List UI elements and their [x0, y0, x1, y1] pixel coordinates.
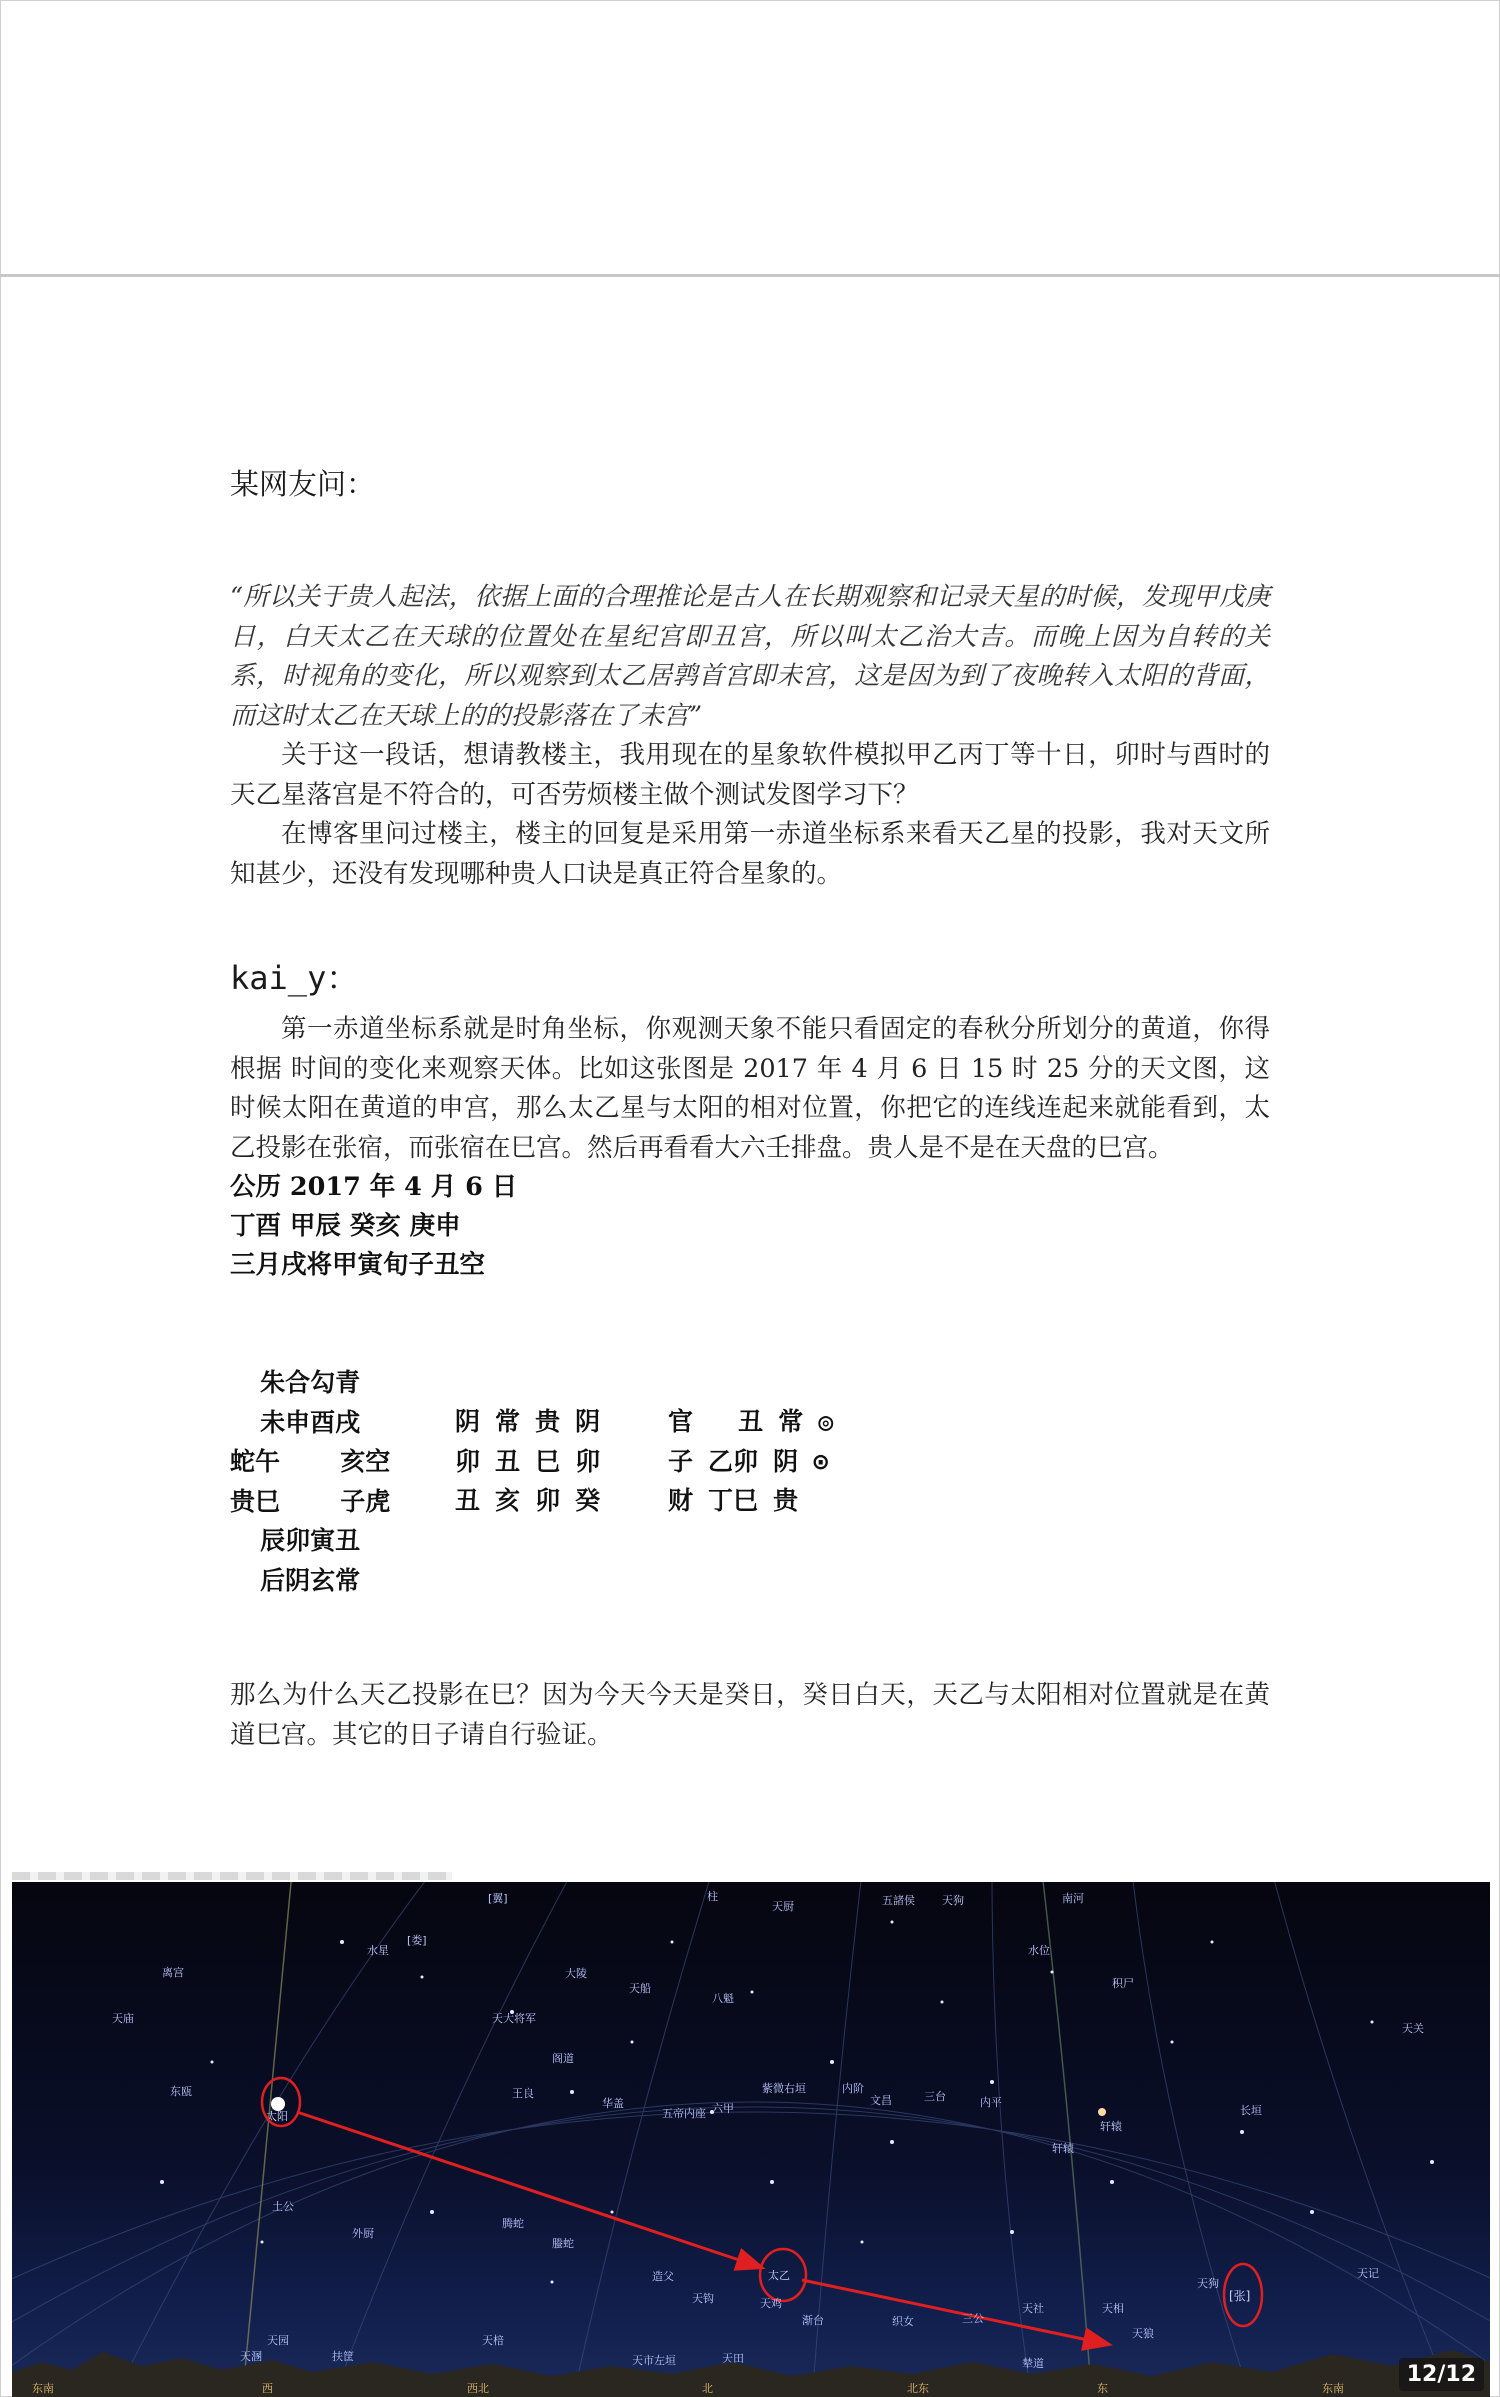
svg-text:阁道: 阁道 — [552, 2052, 574, 2065]
answer-heading: kai_y： — [230, 959, 359, 997]
svg-text:西: 西 — [262, 2382, 273, 2395]
svg-text:东南: 东南 — [32, 2382, 54, 2395]
svg-text:轩辕: 轩辕 — [1100, 2120, 1122, 2133]
svg-text:天园: 天园 — [267, 2334, 289, 2347]
coordinate-grid — [12, 1882, 1490, 2397]
svg-text:扶筐: 扶筐 — [332, 2350, 354, 2363]
svg-text:内阶: 内阶 — [842, 2082, 864, 2095]
svg-text:五帝内座: 五帝内座 — [662, 2107, 706, 2120]
page-indicator: 12/12 — [1399, 2358, 1484, 2391]
svg-text:天狼: 天狼 — [1132, 2327, 1154, 2340]
svg-text:北东: 北东 — [907, 2382, 929, 2395]
sky-plate-row: 朱合勾青 — [230, 1368, 361, 1397]
sky-plate-row: 未申酉戌 — [230, 1407, 361, 1437]
transmission-row: 官 丑 常 ◎ — [668, 1407, 834, 1436]
svg-text:土公: 土公 — [272, 2200, 294, 2213]
sky-plate-row: 辰卯寅丑 — [230, 1526, 361, 1555]
constellation-labels — [112, 1889, 1424, 2370]
svg-text:东: 东 — [1097, 2382, 1108, 2395]
svg-text:王良: 王良 — [512, 2087, 534, 2100]
svg-text:天社: 天社 — [1022, 2302, 1044, 2315]
transmission-row: 财 丁巳 贵 — [668, 1486, 799, 1515]
sky-plate-row: 蛇午 亥空 — [230, 1447, 391, 1476]
svg-text:腾蛇: 腾蛇 — [502, 2217, 524, 2230]
svg-text:五諸侯: 五諸侯 — [882, 1894, 915, 1907]
sky-plate-row: 后阴玄常 — [230, 1565, 361, 1595]
svg-text:天鸡: 天鸡 — [760, 2297, 782, 2310]
svg-text:八魁: 八魁 — [712, 1992, 734, 2005]
page-divider — [0, 274, 1500, 277]
month-general-line: 三月戌将甲寅旬子丑空 — [230, 1250, 486, 1280]
svg-text:东瓯: 东瓯 — [170, 2085, 192, 2098]
svg-text:天相: 天相 — [1102, 2302, 1124, 2315]
svg-text:辇道: 辇道 — [1022, 2357, 1044, 2370]
lesson-row: 阴 常 贵 阴 — [455, 1407, 601, 1436]
transmission-row: 子 乙卯 阴 ⊙ — [668, 1446, 829, 1476]
question-paragraph-2: 在博客里问过楼主，楼主的回复是采用第一赤道坐标系来看天乙星的投影，我对天文所知甚少，还没有发现哪种贵人口诀是真正符合星象的。 — [230, 819, 1270, 889]
svg-text:天庙: 天庙 — [112, 2012, 134, 2025]
svg-text:[娄]: [娄] — [407, 1934, 427, 1947]
svg-text:天溷: 天溷 — [240, 2350, 262, 2363]
taiyi-to-projection-arrow — [802, 2280, 1107, 2344]
svg-text:东南: 东南 — [1322, 2382, 1344, 2395]
svg-text:西北: 西北 — [467, 2382, 489, 2395]
svg-text:天狗: 天狗 — [1197, 2277, 1219, 2290]
svg-text:大陵: 大陵 — [565, 1967, 587, 1980]
star-map-image — [12, 1882, 1490, 2397]
svg-text:天田: 天田 — [722, 2352, 744, 2365]
svg-text:天棓: 天棓 — [482, 2334, 504, 2347]
svg-text:文昌: 文昌 — [870, 2094, 892, 2107]
svg-text:天狗: 天狗 — [942, 1894, 964, 1907]
question-paragraph-1: 关于这一段话，想请教楼主，我用现在的星象软件模拟甲乙丙丁等十日，卯时与酉时的天乙星落宫是不符合的，可否劳烦楼主做个测试发图学习下？ — [230, 740, 1270, 810]
toolbar-strip — [12, 1872, 452, 1880]
sky-plate-row: 贵巳 子虎 — [230, 1486, 391, 1516]
horizon-silhouette — [12, 2350, 1490, 2397]
svg-text:天钩: 天钩 — [692, 2292, 714, 2305]
svg-text:天记: 天记 — [1357, 2267, 1379, 2280]
question-heading: 某网友问： — [230, 467, 376, 501]
svg-text:北: 北 — [702, 2382, 713, 2395]
svg-text:三台: 三台 — [924, 2090, 946, 2103]
equator-line — [1042, 1882, 1092, 2397]
svg-text:积尸: 积尸 — [1112, 1977, 1134, 1990]
svg-text:天关: 天关 — [1402, 2022, 1424, 2035]
svg-text:内平: 内平 — [980, 2096, 1002, 2109]
svg-text:织女: 织女 — [892, 2315, 914, 2328]
svg-text:紫微右垣: 紫微右垣 — [762, 2082, 806, 2095]
sun-to-taiyi-arrow — [297, 2112, 760, 2267]
svg-text:天市左垣: 天市左垣 — [632, 2354, 676, 2367]
zhang-label: [张] — [1229, 2289, 1251, 2303]
svg-text:天船: 天船 — [629, 1982, 651, 1995]
svg-text:渐台: 渐台 — [802, 2314, 824, 2327]
taiyi-label: 太乙 — [768, 2269, 790, 2282]
answer-paragraph: 第一赤道坐标系就是时角坐标，你观测天象不能只看固定的春秋分所划分的黄道，你得根据 时间的变化来观察天体。比如这张图是 2017 年 4 月 6 日 15 时 25 分的天文图，这时候太阳在黄道的申宫，那么太乙星与太阳的相对位置，你把它的连线连起来就能看到，太乙投影在张宿，而张宿在巳宫。然后再看看大六壬排盘。贵人是不是在天盘的巳宫。 — [230, 1014, 1270, 1163]
ecliptic-line — [242, 1882, 292, 2397]
svg-text:水位: 水位 — [1028, 1944, 1050, 1957]
svg-text:六甲: 六甲 — [712, 2102, 734, 2115]
svg-text:天厨: 天厨 — [772, 1900, 794, 1913]
svg-text:华盖: 华盖 — [602, 2097, 624, 2110]
svg-text:造父: 造父 — [652, 2270, 674, 2283]
quoted-passage: “所以关于贵人起法，依据上面的合理推论是古人在长期观察和记录天星的时候，发现甲戊庚日，白天太乙在天球的位置处在星纪宫即丑宫，所以叫太乙治大吉。而晚上因为自转的关系，时视角的变化，所以观察到太乙居鹑首宫即未宫，这是因为到了夜晚转入太阳的背面，而这时太乙在天球上的的投影落在了未宫” — [230, 582, 1270, 731]
three-transmissions — [668, 1402, 833, 1521]
svg-text:轩辕: 轩辕 — [1052, 2142, 1074, 2155]
svg-text:螣蛇: 螣蛇 — [552, 2237, 574, 2250]
svg-text:离宫: 离宫 — [162, 1966, 184, 1979]
sun-marker — [271, 2097, 285, 2111]
svg-text:长垣: 长垣 — [1240, 2104, 1262, 2117]
svg-text:三公: 三公 — [962, 2312, 984, 2325]
svg-text:水星: 水星 — [367, 1944, 389, 1957]
ganzhi-line: 丁酉 甲辰 癸亥 庚申 — [230, 1211, 461, 1241]
sun-label: 太阳 — [266, 2110, 288, 2123]
star-map-svg — [12, 1882, 1490, 2397]
svg-text:南河: 南河 — [1062, 1892, 1084, 1905]
sky-plate — [230, 1363, 390, 1600]
date-line: 公历 2017 年 4 月 6 日 — [230, 1172, 518, 1202]
lesson-row: 卯 丑 巳 卯 — [455, 1446, 601, 1476]
four-lessons — [455, 1402, 600, 1521]
svg-text:外厨: 外厨 — [352, 2227, 374, 2240]
conclusion-paragraph: 那么为什么天乙投影在巳？因为今天今天是癸日，癸日白天，天乙与太阳相对位置就是在黄道巳宫。其它的日子请自行验证。 — [230, 1680, 1270, 1750]
lesson-row: 丑 亥 卯 癸 — [455, 1486, 601, 1515]
svg-text:柱: 柱 — [707, 1890, 718, 1903]
svg-text:[翼]: [翼] — [488, 1892, 508, 1905]
svg-text:天大将军: 天大将军 — [492, 2012, 536, 2025]
